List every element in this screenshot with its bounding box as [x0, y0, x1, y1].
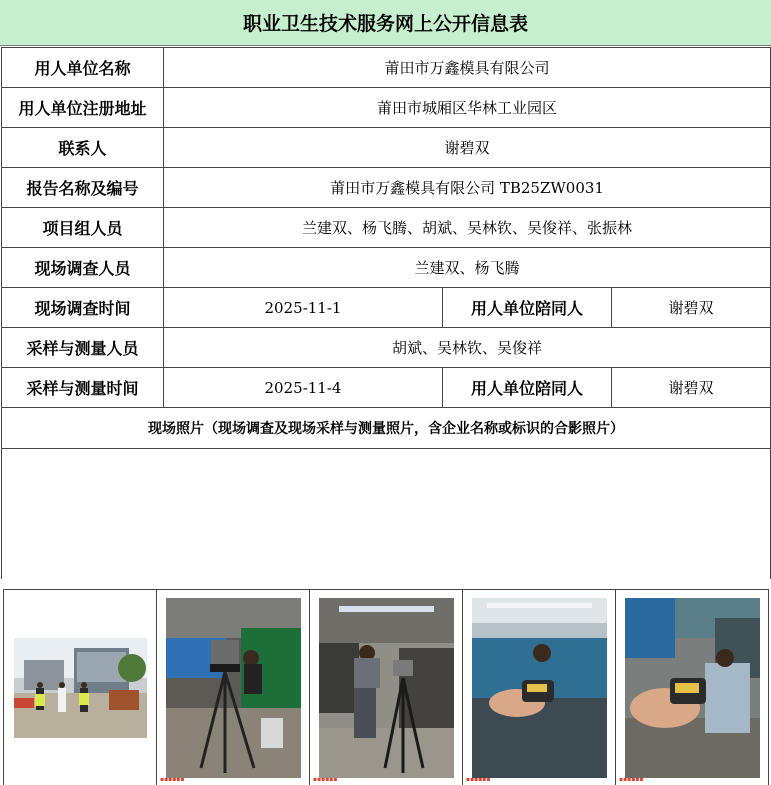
sampling-time-label: 采样与测量时间 [2, 368, 164, 408]
photo-cell-4 [462, 590, 615, 785]
sampling-companion-value: 谢碧双 [612, 368, 771, 408]
row-team [2, 208, 771, 248]
employer-address-label: 用人单位注册地址 [2, 88, 164, 128]
row-photo-blank [2, 449, 771, 579]
employer-name-label: 用人单位名称 [2, 48, 164, 88]
photo-caption-3: ▪▪▪▪▪▪ [313, 776, 338, 783]
photo-caption-2: ▪▪▪▪▪▪ [160, 776, 185, 783]
row-photos-heading [2, 408, 771, 449]
sampling-photo-meter-2 [625, 598, 760, 778]
photo-caption-4: ▪▪▪▪▪▪ [466, 776, 491, 783]
page-title: 职业卫生技术服务网上公开信息表 [0, 0, 771, 46]
group-photo [14, 638, 147, 738]
row-survey-staff [2, 248, 771, 288]
survey-companion-value: 谢碧双 [612, 288, 771, 328]
team-label: 项目组人员 [2, 208, 164, 248]
employer-address-value: 莆田市城厢区华林工业园区 [164, 88, 771, 128]
photo-blank-area [2, 449, 771, 579]
row-employer-address [2, 88, 771, 128]
row-report [2, 168, 771, 208]
info-table [1, 47, 771, 579]
sampling-staff-label: 采样与测量人员 [2, 328, 164, 368]
report-value: 莆田市万鑫模具有限公司 TB25ZW0031 [164, 168, 771, 208]
row-survey-time [2, 288, 771, 328]
row-employer-name [2, 48, 771, 88]
row-sampling-time [2, 368, 771, 408]
survey-time-label: 现场调查时间 [2, 288, 164, 328]
team-value: 兰建双、杨飞腾、胡斌、吴林钦、吴俊祥、张振林 [164, 208, 771, 248]
row-sampling-staff [2, 328, 771, 368]
survey-companion-label: 用人单位陪同人 [443, 288, 612, 328]
photo-cell-5 [615, 590, 769, 785]
photos-heading: 现场照片（现场调查及现场采样与测量照片，含企业名称或标识的合影照片） [2, 408, 771, 449]
row-contact [2, 128, 771, 168]
survey-photo-worker [319, 598, 454, 778]
photo-cell-3 [309, 590, 462, 785]
survey-staff-label: 现场调查人员 [2, 248, 164, 288]
sampling-photo-meter-1 [472, 598, 607, 778]
survey-photo-tripod [166, 598, 301, 778]
survey-time-value: 2025-11-1 [164, 288, 443, 328]
sampling-companion-label: 用人单位陪同人 [443, 368, 612, 408]
sampling-staff-value: 胡斌、吴林钦、吴俊祥 [164, 328, 771, 368]
photo-cell-1 [3, 590, 156, 785]
report-label: 报告名称及编号 [2, 168, 164, 208]
contact-label: 联系人 [2, 128, 164, 168]
sampling-time-value: 2025-11-4 [164, 368, 443, 408]
contact-value: 谢碧双 [164, 128, 771, 168]
employer-name-value: 莆田市万鑫模具有限公司 [164, 48, 771, 88]
photo-caption-5: ▪▪▪▪▪▪ [619, 776, 644, 783]
survey-staff-value: 兰建双、杨飞腾 [164, 248, 771, 288]
photo-cell-2 [156, 590, 309, 785]
photo-strip [3, 589, 769, 785]
